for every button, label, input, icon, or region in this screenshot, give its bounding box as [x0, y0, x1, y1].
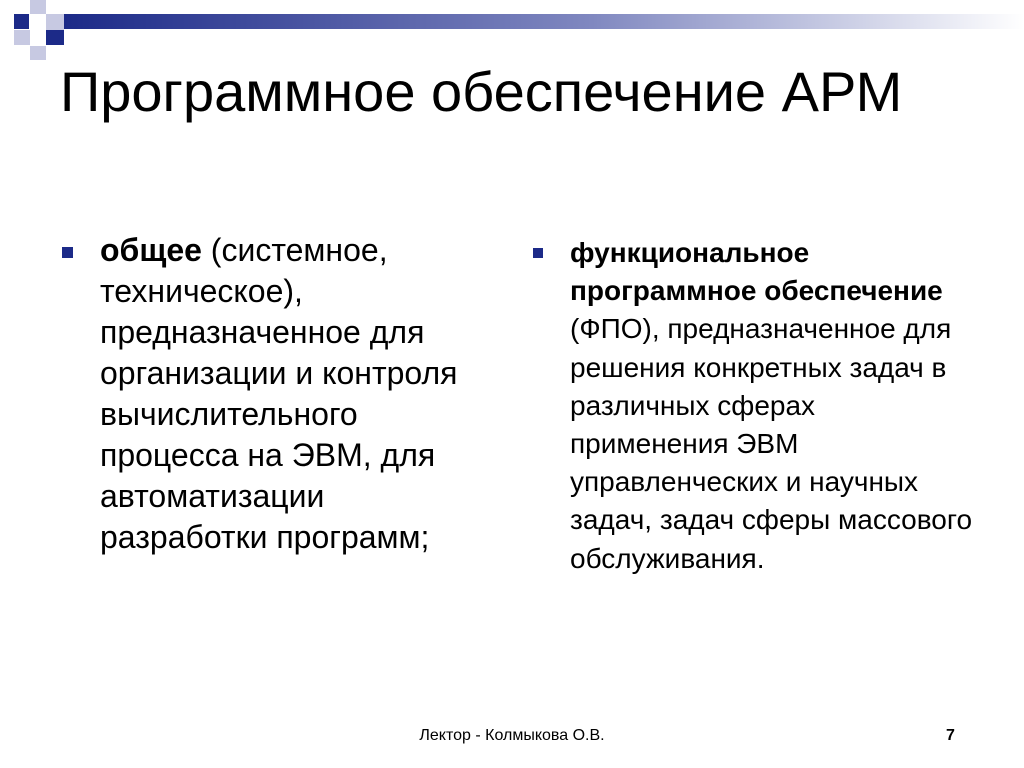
right-column — [533, 234, 973, 578]
slide-title: Программное обеспечение АРМ — [60, 60, 903, 123]
bullet-description: (ФПО), предназначенное для решения конкретных задач в различных сферах применения ЭВМ управленческих и научных задач, задач сферы массового обслуживания. — [570, 313, 973, 574]
slide-footer: Лектор - Колмыкова О.В. — [419, 727, 605, 744]
deco-square — [30, 0, 46, 15]
bullet-item — [62, 230, 472, 558]
deco-square — [46, 14, 64, 30]
bullet-bold-term: функциональное программное обеспечение — [570, 237, 943, 307]
bullet-description: (системное, техническое), предназначенное для организации и контроля вычислительного процесса на ЭВМ, для автоматизации разработки программ; — [100, 232, 458, 555]
deco-square — [14, 30, 30, 45]
deco-square — [30, 46, 46, 60]
bullet-bold-term: общее — [100, 232, 202, 268]
square-bullet-icon — [533, 248, 543, 258]
header-decoration — [0, 0, 1024, 60]
deco-square — [46, 30, 64, 45]
bullet-text — [100, 230, 472, 558]
square-bullet-icon — [62, 247, 73, 258]
deco-square — [30, 14, 46, 30]
page-number: 7 — [946, 727, 955, 744]
bullet-text — [570, 234, 973, 578]
deco-square — [14, 14, 29, 29]
left-column — [62, 230, 472, 558]
header-gradient-bar — [64, 14, 1024, 29]
bullet-item — [533, 234, 973, 578]
